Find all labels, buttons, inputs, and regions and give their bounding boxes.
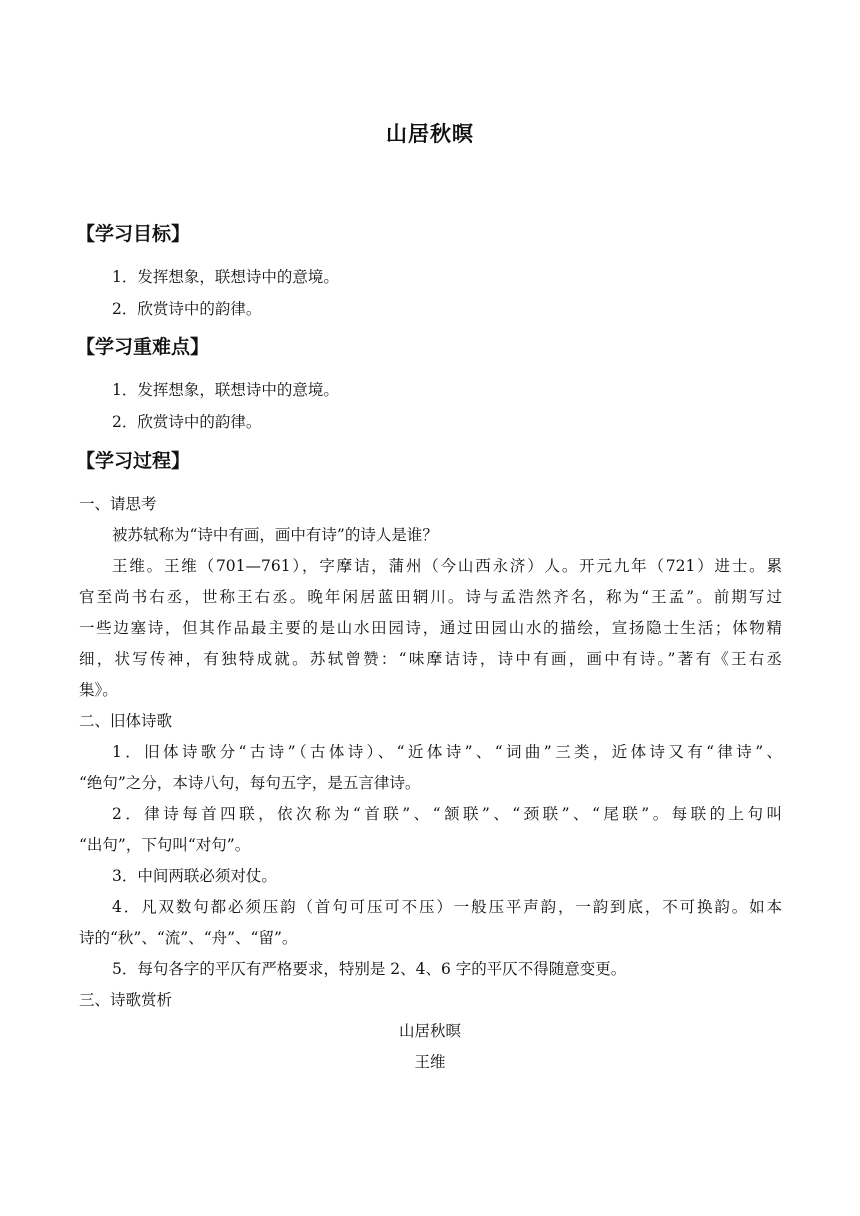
part2-item-5: 5．每句各字的平仄有严格要求，特别是 2、4、6 字的平仄不得随意变更。 [112, 960, 627, 978]
key-point-item-2: 2．欣赏诗中的韵律。 [112, 413, 262, 431]
part2-item-1-line-2: “绝句”之分，本诗八句，每句五字，是五言律诗。 [79, 774, 421, 792]
poem-author: 王维 [414, 1053, 446, 1071]
heading-process: 【学习过程】 [76, 450, 191, 472]
part2-item-3: 3．中间两联必须对仗。 [112, 867, 277, 885]
part1-answer-line-1: 王维。王维（701—761），字摩诘，蒲州（今山西永济）人。开元九年（721）进士。累 [112, 557, 782, 575]
part2-item-2-line-1: 2．律诗每首四联，依次称为“首联”、“颔联”、“颈联”、“尾联”。每联的上句叫 [112, 805, 782, 823]
part1-answer-line-2: 官至尚书右丞，世称王右丞。晚年闲居蓝田辋川。诗与孟浩然齐名，称为“王孟”。前期写过 [79, 588, 782, 606]
part2-title: 二、旧体诗歌 [79, 712, 173, 730]
part1-answer-line-3: 一些边塞诗，但其作品最主要的是山水田园诗，通过田园山水的描绘，宣扬隐士生活；体物精 [79, 619, 782, 637]
poem-title: 山居秋暝 [398, 1022, 461, 1040]
heading-key-points: 【学习重难点】 [76, 336, 210, 358]
part2-item-4-line-2: 诗的“秋”、“流”、“舟”、“留”。 [79, 929, 298, 947]
part1-question: 被苏轼称为“诗中有画，画中有诗”的诗人是谁？ [112, 526, 438, 544]
heading-goals: 【学习目标】 [76, 223, 191, 245]
goal-item-1: 1．发挥想象，联想诗中的意境。 [112, 268, 339, 286]
part3-title: 三、诗歌赏析 [79, 991, 173, 1009]
key-point-item-1: 1．发挥想象，联想诗中的意境。 [112, 381, 339, 399]
part2-item-4-line-1: 4．凡双数句都必须压韵（首句可压可不压）一般压平声韵，一韵到底，不可换韵。如本 [112, 898, 782, 916]
part2-item-1-line-1: 1．旧体诗歌分“古诗”（古体诗）、“近体诗”、“词曲”三类，近体诗又有“律诗”、 [112, 743, 782, 761]
page-title: 山居秋暝 [386, 122, 474, 146]
part1-answer-line-4: 细，状写传神，有独特成就。苏轼曾赞：“味摩诘诗，诗中有画，画中有诗。”著有《王右丞 [79, 650, 782, 668]
part1-answer-line-5: 集》。 [79, 681, 118, 699]
goal-item-2: 2．欣赏诗中的韵律。 [112, 300, 262, 318]
part1-title: 一、请思考 [79, 495, 157, 513]
part2-item-2-line-2: “出句”，下句叫“对句”。 [79, 836, 251, 854]
